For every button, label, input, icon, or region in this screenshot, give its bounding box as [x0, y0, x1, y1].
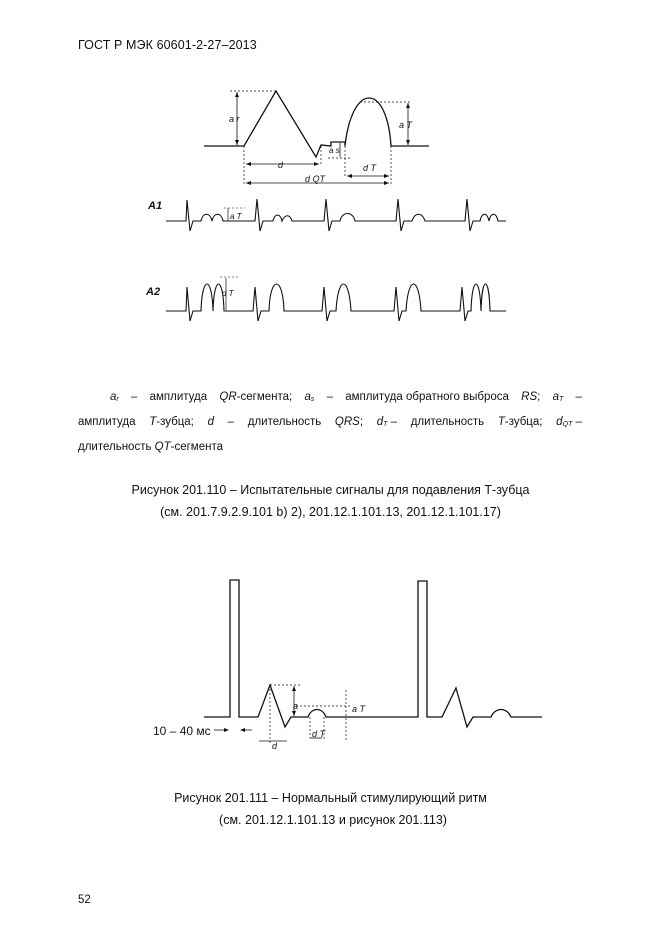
label-a: a	[293, 701, 299, 711]
label-dT: d T	[363, 163, 377, 173]
figure-111-caption	[0, 787, 661, 831]
figure-111-caption-refs: (см. 201.12.1.101.13 и рисунок 201.113)	[219, 813, 447, 827]
document-header: ГОСТ Р МЭК 60601-2-27–2013	[78, 38, 257, 52]
label-A2-dT: d T	[222, 289, 234, 298]
label-A1: A1	[148, 200, 163, 212]
label-as: a s	[329, 146, 340, 155]
legend-line-2: амплитуда T-зубца; d – длительность QRS; dT – длительность T-зубца; dQT –	[78, 416, 582, 428]
label-d: d	[278, 160, 284, 170]
label-A1-aT: a T	[230, 212, 242, 221]
label-d: d	[272, 741, 278, 751]
label-aT: a T	[352, 704, 366, 714]
label-A2: A2	[146, 286, 161, 298]
label-dQT: d QT	[305, 174, 326, 184]
label-pulse-width: 10 – 40 мс	[153, 724, 211, 738]
label-dT: d T	[312, 729, 326, 739]
figure-110-caption-refs: (см. 201.7.9.2.9.101 b) 2), 201.12.1.101.13, 201.12.1.101.17)	[160, 505, 501, 519]
legend-line-1: ar – амплитуда QR-сегмента; as – амплитуда обратного выброса RS; aT –	[110, 391, 582, 403]
figure-110-caption-title: Рисунок 201.110 – Испытательные сигналы для подавления Т-зубца	[131, 483, 530, 497]
label-aT: a T	[399, 120, 413, 130]
page-number: 52	[78, 894, 91, 906]
pacing-waveform	[204, 580, 542, 727]
label-ar: a r	[229, 114, 240, 124]
figure-111-caption-title: Рисунок 201.111 – Нормальный стимулирующий ритм	[174, 791, 487, 805]
legend-line-3: длительность QT-сегмента	[78, 441, 223, 453]
